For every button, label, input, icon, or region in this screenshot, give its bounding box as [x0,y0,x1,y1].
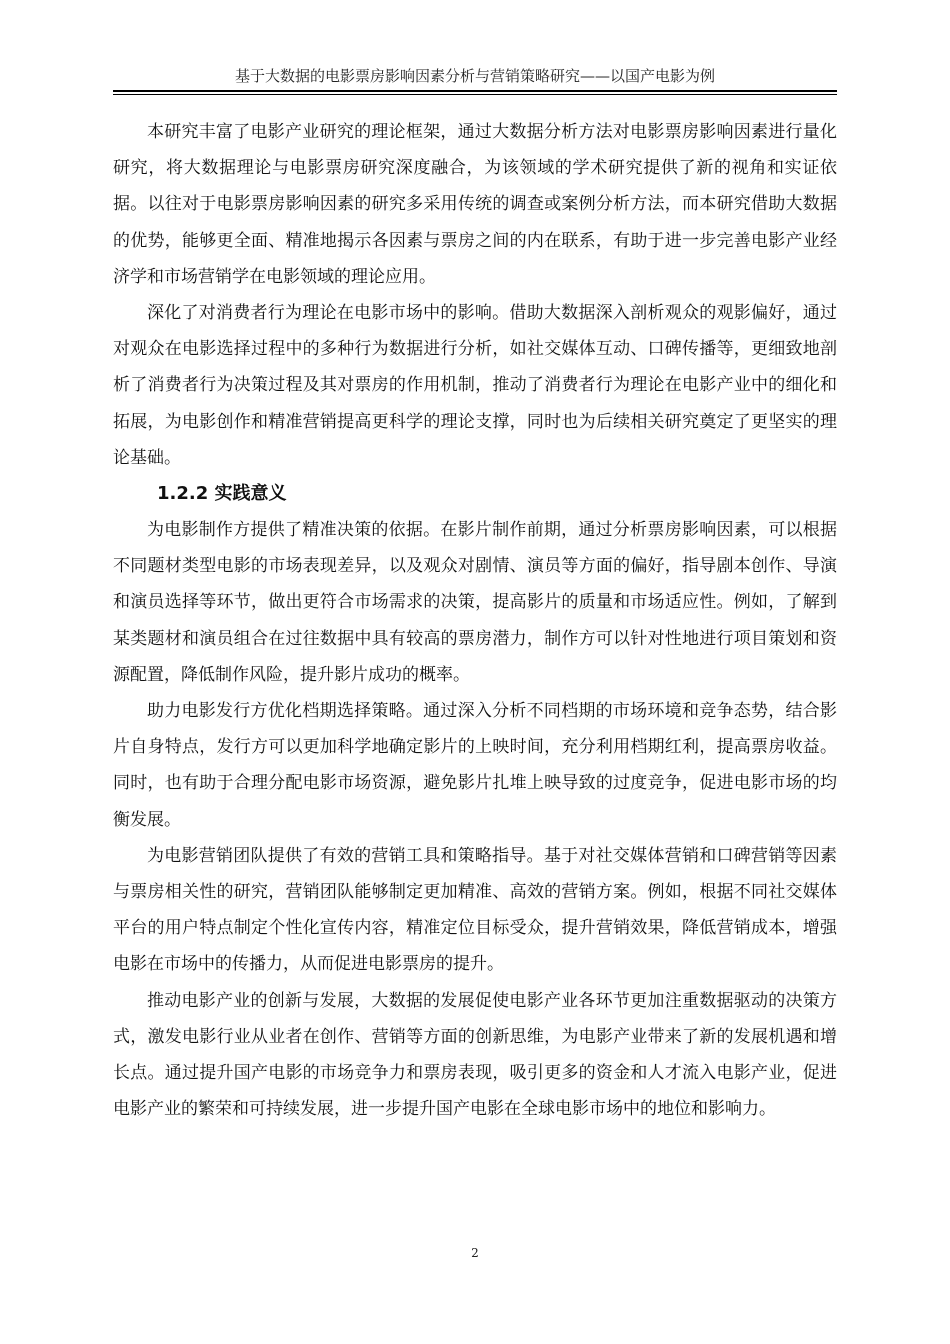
page-number: 2 [471,1246,479,1260]
header-rule-thick [113,90,837,92]
paragraph-industry-innovation: 推动电影产业的创新与发展，大数据的发展促使电影产业各环节更加注重数据驱动的决策方式，激发电影行业从业者在创作、营销等方面的创新思维，为电影产业带来了新的发展机遇和增长点。通过提升国产电影的市场竞争力和票房表现，吸引更多的资金和人才流入电影产业，促进电影产业的繁荣和可持续发展，进一步提升国产电影在全球电影市场中的地位和影响力。 [113,990,837,1120]
paragraph-production-decisions: 为电影制作方提供了精准决策的依据。在影片制作前期，通过分析票房影响因素，可以根据不同题材类型电影的市场表现差异，以及观众对剧情、演员等方面的偏好，指导剧本创作、导演和演员选择等环节，做出更符合市场需求的决策，提高影片的质量和市场适应性。例如，了解到某类题材和演员组合在过往数据中具有较高的票房潜力，制作方可以针对性地进行项目策划和资源配置，降低制作风险，提升影片成功的概率。 [113,520,837,685]
paragraph-consumer-behavior: 深化了对消费者行为理论在电影市场中的影响。借助大数据深入剖析观众的观影偏好，通过对观众在电影选择过程中的多种行为数据进行分析，如社交媒体互动、口碑传播等，更细致地剖析了消费者行为决策过程及其对票房的作用机制，推动了消费者行为理论在电影产业中的细化和拓展，为电影创作和精准营销提高更科学的理论支撑，同时也为后续相关研究奠定了更坚实的理论基础。 [113,303,837,468]
header-rule-thin [113,94,837,95]
paragraph-marketing-strategy: 为电影营销团队提供了有效的营销工具和策略指导。基于对社交媒体营销和口碑营销等因素与票房相关性的研究，营销团队能够制定更加精准、高效的营销方案。例如，根据不同社交媒体平台的用户特点制定个性化宣传内容，精准定位目标受众，提升营销效果，降低营销成本，增强电影在市场中的传播力，从而促进电影票房的提升。 [113,845,837,975]
document-body [113,114,837,1127]
paragraph-release-scheduling: 助力电影发行方优化档期选择策略。通过深入分析不同档期的市场环境和竞争态势，结合影片自身特点，发行方可以更加科学地确定影片的上映时间，充分利用档期红利，提高票房收益。同时，也有助于合理分配电影市场资源，避免影片扎堆上映导致的过度竞争，促进电影市场的均衡发展。 [113,701,837,830]
paragraph-theory-framework: 本研究丰富了电影产业研究的理论框架，通过大数据分析方法对电影票房影响因素进行量化研究，将大数据理论与电影票房研究深度融合，为该领域的学术研究提供了新的视角和实证依据。以往对于电影票房影响因素的研究多采用传统的调查或案例分析方法，而本研究借助大数据的优势，能够更全面、精准地揭示各因素与票房之间的内在联系，有助于进一步完善电影产业经济学和市场营销学在电影领域的理论应用。 [113,122,837,287]
section-heading: 1.2.2 实践意义 [157,483,287,505]
running-header: 基于大数据的电影票房影响因素分析与营销策略研究——以国产电影为例 [234,67,715,85]
